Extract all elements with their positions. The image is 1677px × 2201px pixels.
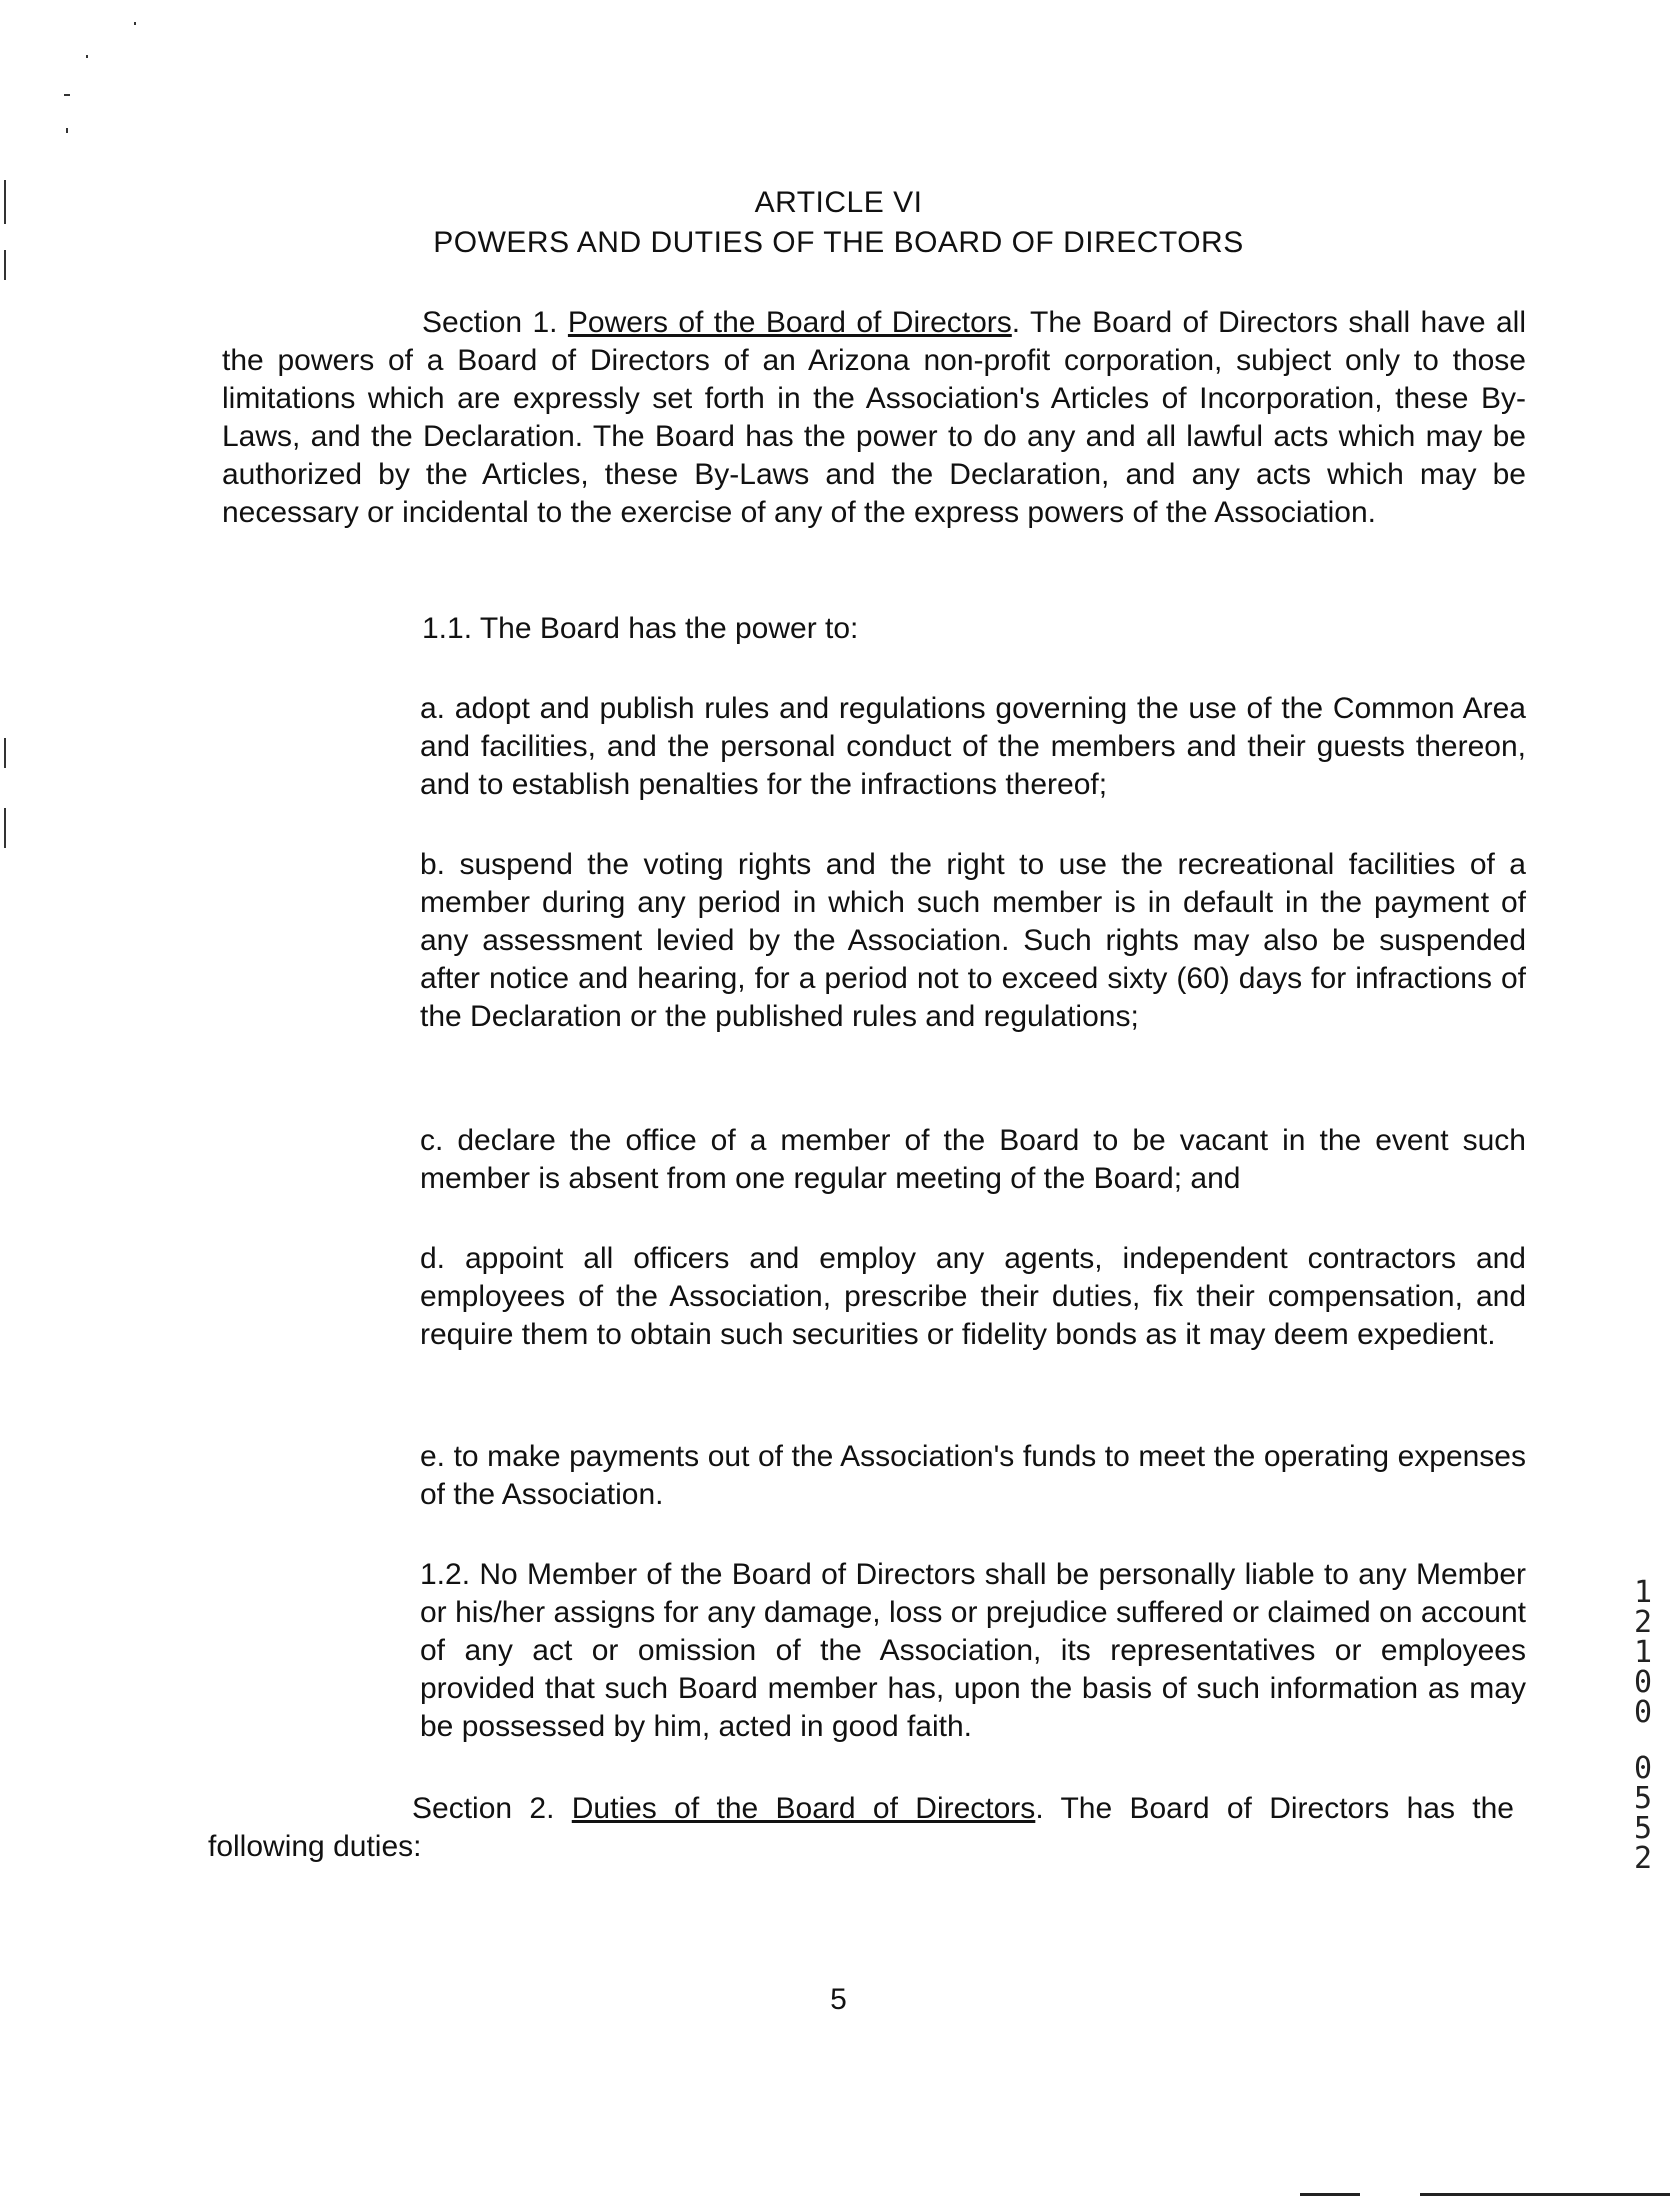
section-2-prefix: Section 2. (412, 1792, 572, 1825)
item-b: b. suspend the voting rights and the right to use the recreational facilities of a member during any period in which such member is in default in the payment of any assessment levied by the Association. Such rights may also be suspended after notice and hearing, for a period not to exceed sixty (60) days for infractions of the Declaration or the published rules and regulations; (420, 848, 1526, 1033)
section-1-prefix: Section 1. (422, 306, 568, 339)
item-d: d. appoint all officers and employ any agents, independent contractors and employees of the Association, prescribe their duties, fix their compensation, and require them to obtain such securities or fidelity bonds as it may deem expedient. (420, 1242, 1526, 1351)
recording-number-stamp (1628, 1575, 1658, 1876)
article-title: ARTICLE VI (754, 186, 923, 219)
stamp-digit: 1 (1633, 1635, 1653, 1670)
section-1-paragraph (222, 304, 1526, 532)
bottom-edge-rule (1300, 2193, 1360, 2196)
stamp-digit: 2 (1633, 1605, 1653, 1640)
stamp-digit: 2 (1633, 1841, 1653, 1876)
scan-mark (86, 55, 88, 58)
clause-1-1: 1.1. The Board has the power to: (422, 612, 859, 645)
stamp-digit: 0 (1633, 1665, 1653, 1700)
bottom-edge-rule (1420, 2193, 1670, 2196)
item-c: c. declare the office of a member of the Board to be vacant in the event such member is absent from one regular meeting of the Board; and (420, 1124, 1526, 1195)
article-subtitle: POWERS AND DUTIES OF THE BOARD OF DIRECTORS (433, 226, 1244, 259)
section-2-paragraph (208, 1790, 1514, 1866)
stamp-digit: 0 (1633, 1751, 1653, 1786)
section-1-body: . The Board of Directors shall have all the powers of a Board of Directors of an Arizona non-profit corporation, subject only to those limitations which are expressly set forth in the Association's Articles of Incorporation, these By-Laws, and the Declaration. The Board has the power to do any and all lawful acts which may be authorized by the Articles, these By-Laws and the Declaration, and any acts which may be necessary or incidental to the exercise of any of the express powers of the Association. (222, 306, 1526, 529)
scan-mark (64, 94, 70, 96)
section-2-heading: Duties of the Board of Directors (571, 1792, 1036, 1825)
section-2-body: . The Board of Directors has the following duties: (208, 1792, 1514, 1863)
page-number: 5 (830, 1983, 847, 2016)
section-1-heading: Powers of the Board of Directors (567, 306, 1012, 339)
item-e: e. to make payments out of the Association's funds to meet the operating expenses of the Association. (420, 1440, 1526, 1511)
scan-mark (134, 22, 136, 25)
scan-mark (4, 808, 6, 848)
scan-mark (66, 128, 68, 133)
stamp-digit: 5 (1633, 1781, 1653, 1816)
stamp-digit: 5 (1633, 1811, 1653, 1846)
clause-1-2: 1.2. No Member of the Board of Directors shall be personally liable to any Member or his/her assigns for any damage, loss or prejudice suffered or claimed on account of any act or omission of the Association, its representatives or employees provided that such Board member has, upon the basis of such information as may be possessed by him, acted in good faith. (420, 1558, 1526, 1743)
scan-mark (4, 738, 6, 768)
item-a: a. adopt and publish rules and regulations governing the use of the Common Area and facilities, and the personal conduct of the members and their guests thereon, and to establish penalties for the infractions thereof; (420, 692, 1526, 801)
stamp-digit: 1 (1633, 1575, 1653, 1610)
stamp-digit: 0 (1633, 1695, 1653, 1730)
